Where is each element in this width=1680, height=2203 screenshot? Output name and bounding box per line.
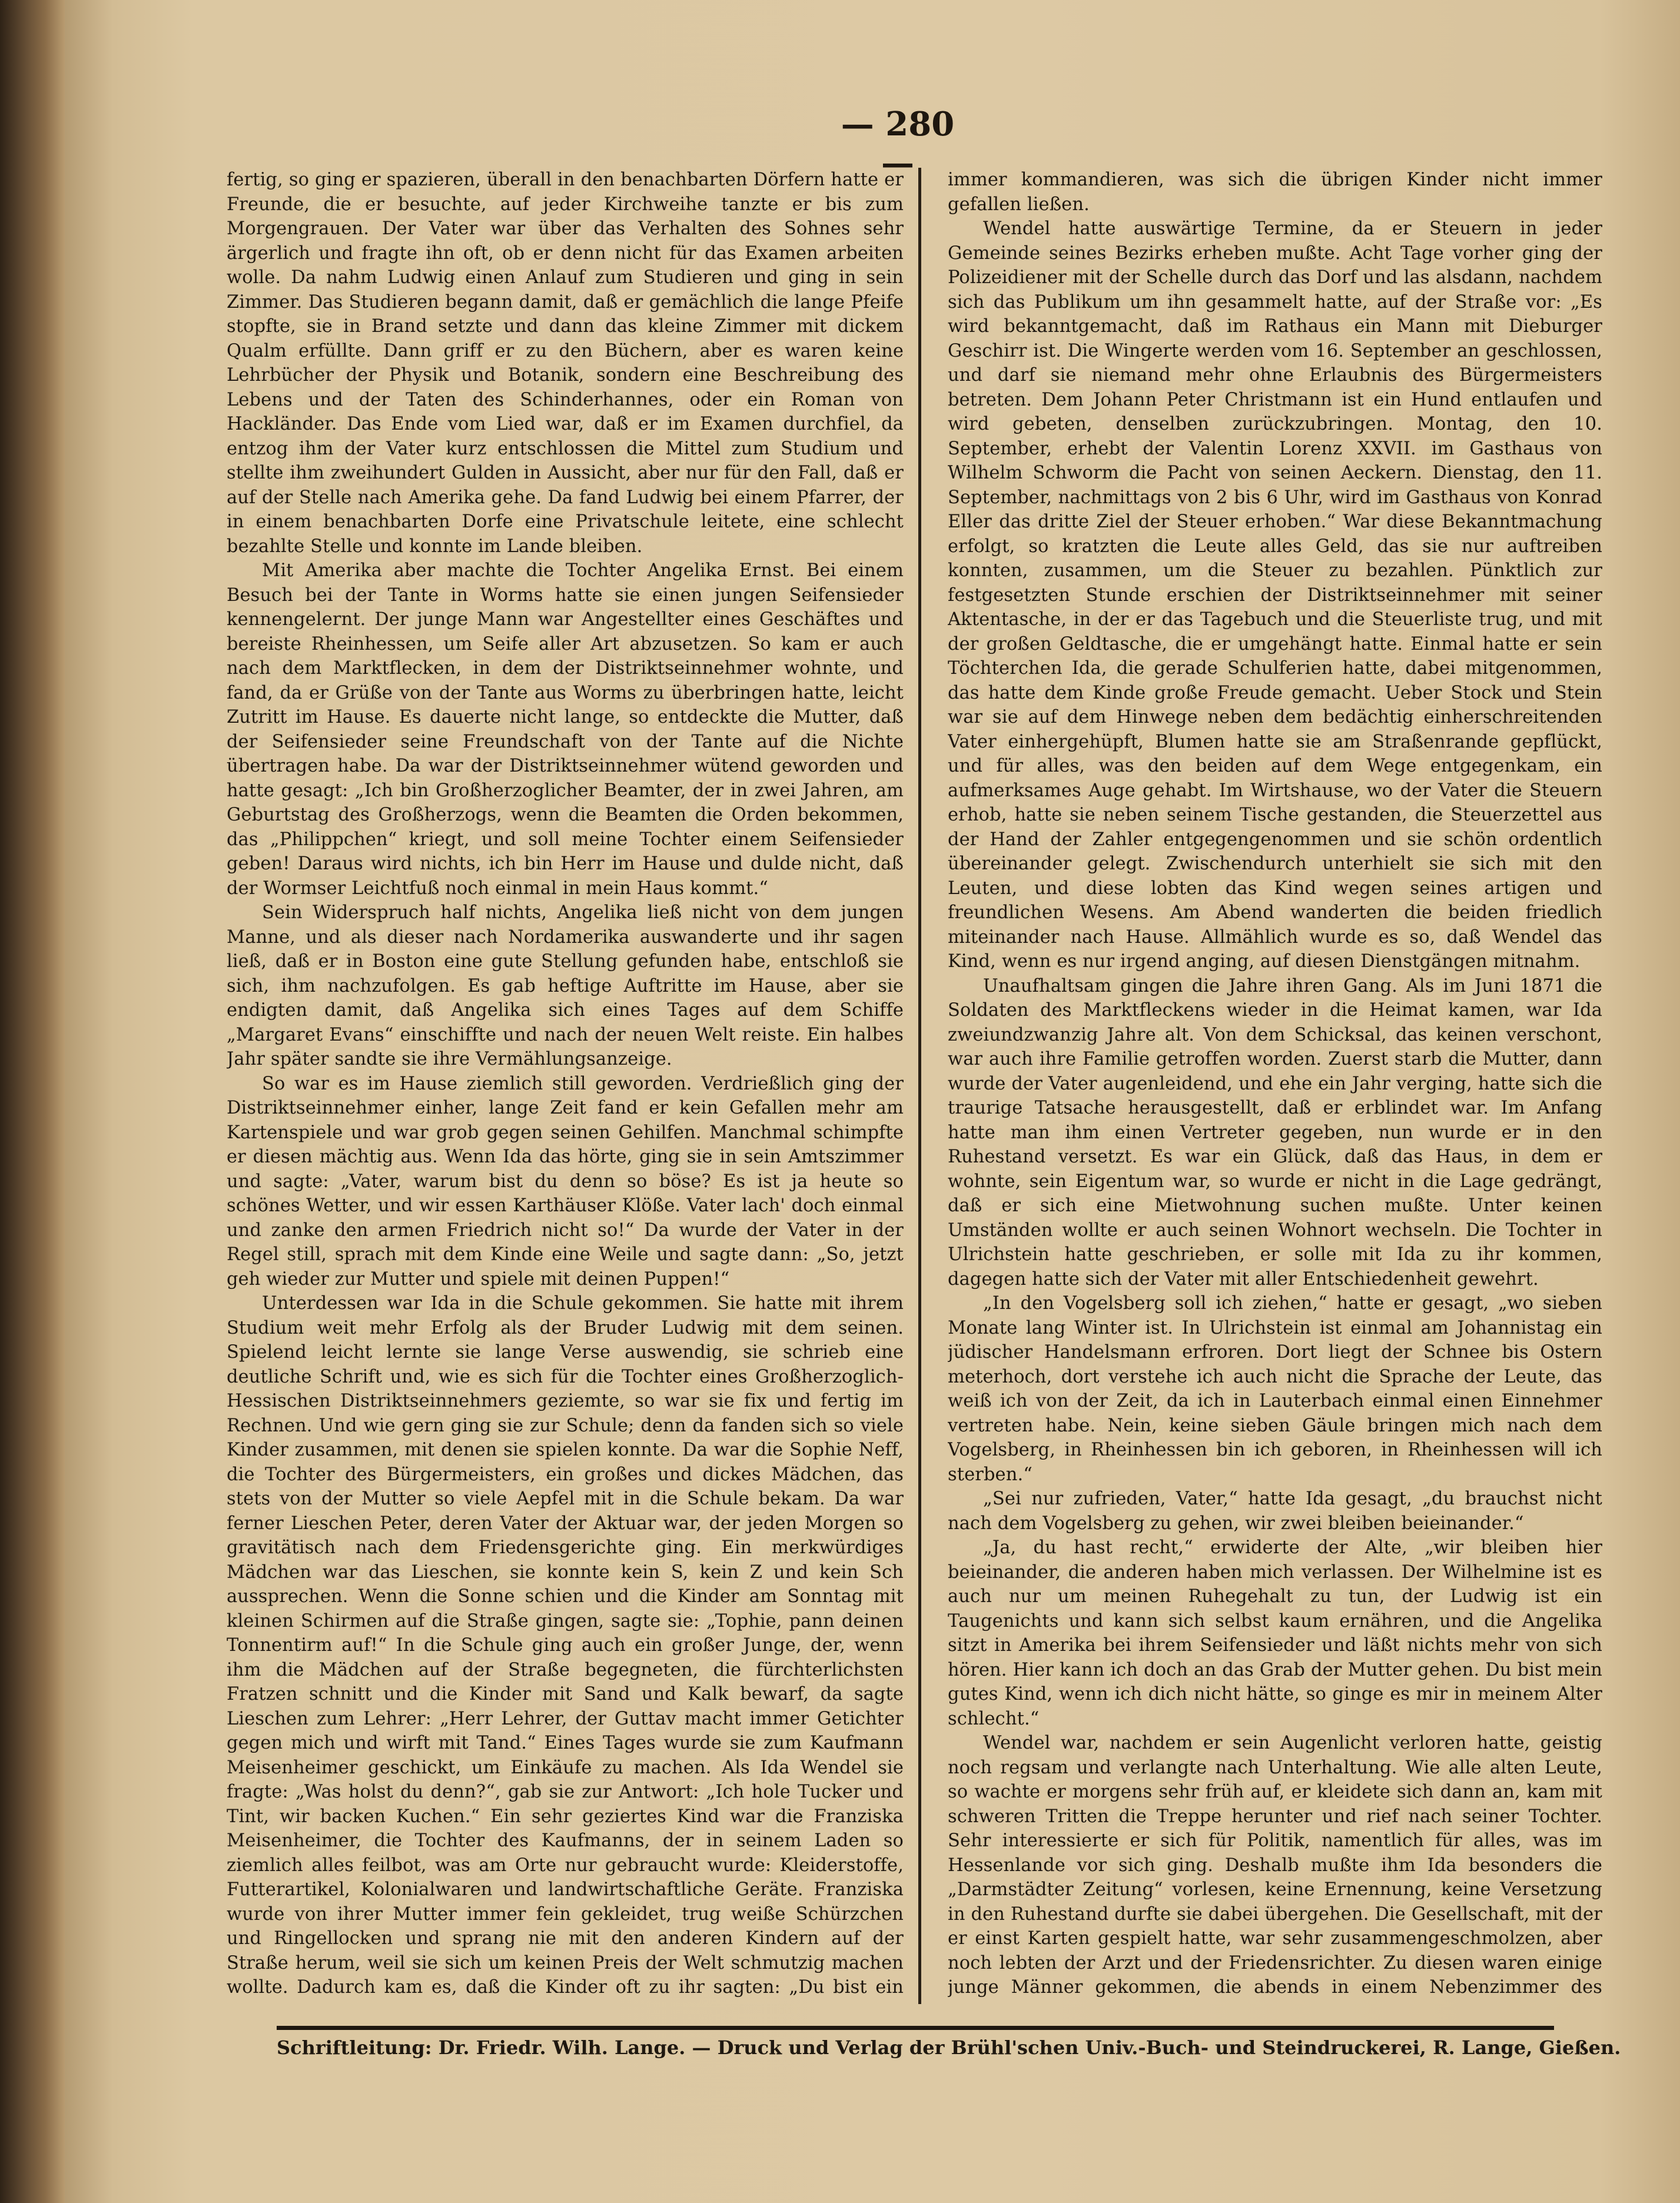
paragraph: Unaufhaltsam gingen die Jahre ihren Gang. Als im Juni 1871 die Soldaten des Marktfleckens wieder in die Heimat kamen, war Ida zweiundzwanzig Jahre alt. Von dem Schicksal, das keinen verschont, war auch ihre Familie getroffen worden. Zuerst starb die Mutter, dann wurde der Vater augenleidend, und ehe ein Jahr verging, hatte sich die traurige Tatsache herausgestellt, daß er erblindet war. Im Anfang hatte man ihm einen Vertreter gegeben, nun wurde er in den Ruhestand versetzt. Es war ein Glück, daß das Haus, in dem er wohnte, sein Eigentum war, so wurde er nicht in die Lage gedrängt, daß er sich eine Mietwohnung suchen mußte. Unter keinen Umständen wollte er auch seinen Wohnort wechseln. Die Tochter in Ulrichstein hatte geschrieben, er solle mit Ida zu ihr kommen, dagegen hatte sich der Vater mit aller Entschiedenheit gewehrt. [948, 975, 1602, 1290]
book-binding [0, 0, 65, 2203]
paragraph: immer kommandieren, was sich die übrigen Kinder nicht immer gefallen ließen. [948, 170, 1602, 215]
paragraph: „In den Vogelsberg soll ich ziehen,“ hatte er gesagt, „wo sieben Monate lang Winter ist. In Ulrichstein ist einmal am Johannistag ein jüdischer Handelsmann erfroren. Dort liegt der Schnee bis Ostern meterhoch, dort verstehe ich auch nicht die Sprache der Leute, das weiß ich von der Zeit, da ich in Lauterbach einmal einen Einnehmer vertreten habe. Nein, keine sieben Gäule bringen mich nach dem Vogelsberg, in Rheinhessen bin ich geboren, in Rheinhessen will ich sterben.“ [948, 1293, 1602, 1485]
paragraph: Sein Widerspruch half nichts, Angelika ließ nicht von dem jungen Manne, und als dieser nach Nordamerika auswanderte und ihr sagen ließ, daß er in Boston eine gute Stellung gefunden habe, entschloß sie sich, ihm nachzufolgen. Es gab heftige Auftritte im Hause, aber sie endigten damit, daß Angelika sich eines Tages auf dem Schiffe „Margaret Evans“ einschiffte und nach der neuen Welt reiste. Ein halbes Jahr später sandte sie ihre Vermählungsanzeige. [227, 902, 904, 1069]
paragraph: „Ja, du hast recht,“ erwiderte der Alte, „wir bleiben hier beieinander, die anderen haben mich verlassen. Der Wilhelmine ist es auch nur um meinen Ruhegehalt zu tun, der Ludwig ist ein Taugenichts und kann sich selbst kaum ernähren, und die Angelika sitzt in Amerika bei ihrem Seifensieder und läßt nichts mehr von sich hören. Hier kann ich doch an das Grab der Mutter gehen. Du bist mein gutes Kind, wenn ich dich nicht hätte, so ginge es mir in meinem Alter schlecht.“ [948, 1537, 1602, 1729]
paragraph: Wendel hatte auswärtige Termine, da er Steuern in jeder Gemeinde seines Bezirks erheben mußte. Acht Tage vorher ging der Polizeidiener mit der Schelle durch das Dorf und las alsdann, nachdem sich das Publikum um ihn gesammelt hatte, auf der Straße vor: „Es wird bekanntgemacht, daß im Rathaus ein Mann mit Dieburger Geschirr ist. Die Wingerte werden vom 16. September an geschlossen, und darf sie niemand mehr ohne Erlaubnis des Bürgermeisters betreten. Dem Johann Peter Christmann ist ein Hund entlaufen und wird gebeten, denselben zurückzubringen. Montag, den 10. September, erhebt der Valentin Lorenz XXVII. im Gasthaus von Wilhelm Schworm die Pacht von seinen Aeckern. Dienstag, den 11. September, nachmittags von 2 bis 6 Uhr, wird im Gasthaus von Konrad Eller das dritte Ziel der Steuer erhoben.“ War diese Bekanntmachung erfolgt, so kratzten die Leute alles Geld, das sie nur auftreiben konnten, zusammen, um die Steuer zu bezahlen. Pünktlich zur festgesetzten Stunde erschien der Distriktseinnehmer mit seiner Aktentasche, in der er das Tagebuch und die Steuerliste trug, und mit der großen Geldtasche, die er umgehängt hatte. Einmal hatte er sein Töchterchen Ida, die gerade Schulferien hatte, dabei mitgenommen, das hatte dem Kinde große Freude gemacht. Ueber Stock und Stein war sie auf dem Hinwege neben dem bedächtig einherschreitenden Vater einhergehüpft, Blumen hatte sie am Straßenrande gepflückt, und für alles, was den beiden auf dem Wege entgegenkam, ein aufmerksames Auge gehabt. Im Wirtshause, wo der Vater die Steuern erhob, hatte sie neben seinem Tische gestanden, die Steuerzettel aus der Hand der Zahler entgegengenommen und sie schön ordentlich übereinander gelegt. Zwischendurch unterhielt sie sich mit den Leuten, und diese lobten das Kind wegen seines artigen und freundlichen Wesens. Am Abend wanderten die beiden friedlich miteinander nach Hause. Allmählich wurde es so, daß Wendel das Kind, wenn es nur irgend anging, auf diesen Dienstgängen mitnahm. [948, 218, 1602, 972]
left-column [227, 168, 904, 2001]
paragraph: „Sei nur zufrieden, Vater,“ hatte Ida gesagt, „du brauchst nicht nach dem Vogelsberg zu gehen, wir zwei bleiben beieinander.“ [948, 1488, 1602, 1534]
imprint-footer: Schriftleitung: Dr. Friedr. Wilh. Lange. — Druck und Verlag der Brühl'schen Univ.-Buch- und Steindruckerei, R. Lange, Gießen. [277, 2036, 1621, 2059]
right-column [948, 168, 1602, 2001]
paragraph: Mit Amerika aber machte die Tochter Angelika Ernst. Bei einem Besuch bei der Tante in Worms hatte sie einen jungen Seifensieder kennengelernt. Der junge Mann war Angestellter eines Geschäftes und bereiste Rheinhessen, um Seife aller Art abzusetzen. So kam er auch nach dem Marktflecken, in dem der Distriktseinnehmer wohnte, und fand, da er Grüße von der Tante aus Worms zu überbringen hatte, leicht Zutritt im Hause. Es dauerte nicht lange, so entdeckte die Mutter, daß der Seifensieder seine Freundschaft von der Tante auf die Nichte übertragen habe. Da war der Distriktseinnehmer wütend geworden und hatte gesagt: „Ich bin Großherzoglicher Beamter, der in zwei Jahren, am Geburtstag des Großherzogs, wenn die Beamten die Orden bekommen, das „Philippchen“ kriegt, und soll meine Tochter einem Seifensieder geben! Daraus wird nichts, ich bin Herr im Hause und dulde nicht, daß der Wormser Leichtfuß noch einmal in mein Haus kommt.“ [227, 560, 904, 899]
paragraph: Unterdessen war Ida in die Schule gekommen. Sie hatte mit ihrem Studium weit mehr Erfolg als der Bruder Ludwig mit dem seinen. Spielend leicht lernte sie lange Verse auswendig, sie schrieb eine deutliche Schrift und, wie es sich für die Tochter eines Großherzoglich-Hessischen Distriktseinnehmers geziemte, so war sie fix und fertig im Rechnen. Und wie gern ging sie zur Schule; denn da fanden sich so viele Kinder zusammen, mit denen sie spielen konnte. Da war die Sophie Neff, die Tochter des Bürgermeisters, ein großes und dickes Mädchen, das stets von der Mutter so viele Aepfel mit in die Schule bekam. Da war ferner Lieschen Peter, deren Vater der Aktuar war, der jeden Morgen so gravitätisch nach dem Friedensgerichte ging. Ein merkwürdiges Mädchen war das Lieschen, sie konnte kein S, kein Z und kein Sch aussprechen. Wenn die Sonne schien und die Kinder am Sonntag mit kleinen Schirmen auf die Straße gingen, sagte sie: „Tophie, pann deinen Tonnentirm auf!“ In die Schule ging auch ein großer Junge, der, wenn ihm die Mädchen auf der Straße begegneten, die fürchterlichsten Fratzen schnitt und die Kinder mit Sand und Kalk bewarf, da sagte Lieschen zum Lehrer: „Herr Lehrer, der Guttav macht immer Getichter gegen mich und wirft mit Tand.“ Eines Tages wurde sie zum Kaufmann Meisenheimer geschickt, um Einkäufe zu machen. Als Ida Wendel sie fragte: „Was holst du denn?“, gab sie zur Antwort: „Ich hole Tucker und Tint, wir backen Kuchen.“ Ein sehr geziertes Kind war die Franziska Meisenheimer, die Tochter des Kaufmanns, der in seinem Laden so ziemlich alles feilbot, was am Orte nur gebraucht wurde: Kleiderstoffe, Futterartikel, Kolonialwaren und landwirtschaftliche Geräte. Franziska wurde von ihrer Mutter immer fein gekleidet, trug weiße Schürzchen und Ringellocken und sprang nie mit den anderen Kindern auf der Straße herum, weil sie sich um keinen Preis der Welt schmutzig machen wollte. Dadurch kam es, daß die Kinder oft zu ihr sagten: „Du bist ein [227, 1293, 904, 1998]
paragraph: So war es im Hause ziemlich still geworden. Verdrießlich ging der Distriktseinnehmer einher, lange Zeit fand er kein Gefallen mehr am Kartenspiele und war grob gegen seinen Gehilfen. Manchmal schimpfte er diesen mächtig aus. Wenn Ida das hörte, ging sie in sein Amtszimmer und sagte: „Vater, warum bist du denn so böse? Es ist ja heute so schönes Wetter, und wir essen Karthäuser Klöße. Vater lach' doch einmal und zanke den armen Friedrich nicht so!“ Da wurde der Vater in der Regel still, sprach mit dem Kinde eine Weile und sagte dann: „So, jetzt geh wieder zur Mutter und spiele mit deinen Puppen!“ [227, 1073, 904, 1290]
paragraph: fertig, so ging er spazieren, überall in den benachbarten Dörfern hatte er Freunde, die er besuchte, auf jeder Kirchweihe tanzte er bis zum Morgengrauen. Der Vater war über das Verhalten des Sohnes sehr ärgerlich und fragte ihn oft, ob er denn nicht für das Examen arbeiten wolle. Da nahm Ludwig einen Anlauf zum Studieren und ging in sein Zimmer. Das Studieren begann damit, daß er gemächlich die lange Pfeife stopfte, sie in Brand setzte und dann das kleine Zimmer mit dickem Qualm erfüllte. Dann griff er zu den Büchern, aber es waren keine Lehrbücher der Physik und Botanik, sondern eine Beschreibung des Lebens und der Taten des Schinderhannes, oder ein Roman von Hackländer. Das Ende vom Lied war, daß er im Examen durchfiel, da entzog ihm der Vater kurz entschlossen die Mittel zum Studium und stellte ihm zweihundert Gulden in Aussicht, aber nur für den Fall, daß er auf der Stelle nach Amerika gehe. Da fand Ludwig bei einem Pfarrer, der in einem benachbarten Dorfe eine Privatschule leitete, eine schlecht bezahlte Stelle und konnte im Lande bleiben. [227, 170, 904, 557]
paragraph: Wendel war, nachdem er sein Augenlicht verloren hatte, geistig noch regsam und verlangte nach Unterhaltung. Wie alle alten Leute, so wachte er morgens sehr früh auf, er kleidete sich dann an, kam mit schweren Tritten die Treppe herunter und rief nach seiner Tochter. Sehr interessierte er sich für Politik, namentlich für alles, was im Hessenlande vor sich ging. Deshalb mußte ihm Ida besonders die „Darmstädter Zeitung“ vorlesen, keine Ernennung, keine Versetzung in den Ruhestand durfte sie dabei übergehen. Die Gesellschaft, mit der er einst Karten gespielt hatte, war sehr zusammengeschmolzen, aber noch lebten der Arzt und der Friedensrichter. Zu diesen waren einige junge Männer gekommen, die abends in einem Nebenzimmer des [948, 1733, 1602, 1998]
column-divider [918, 168, 921, 2004]
page-number: — 280 — [841, 105, 955, 182]
footer-rule [277, 2026, 1554, 2030]
